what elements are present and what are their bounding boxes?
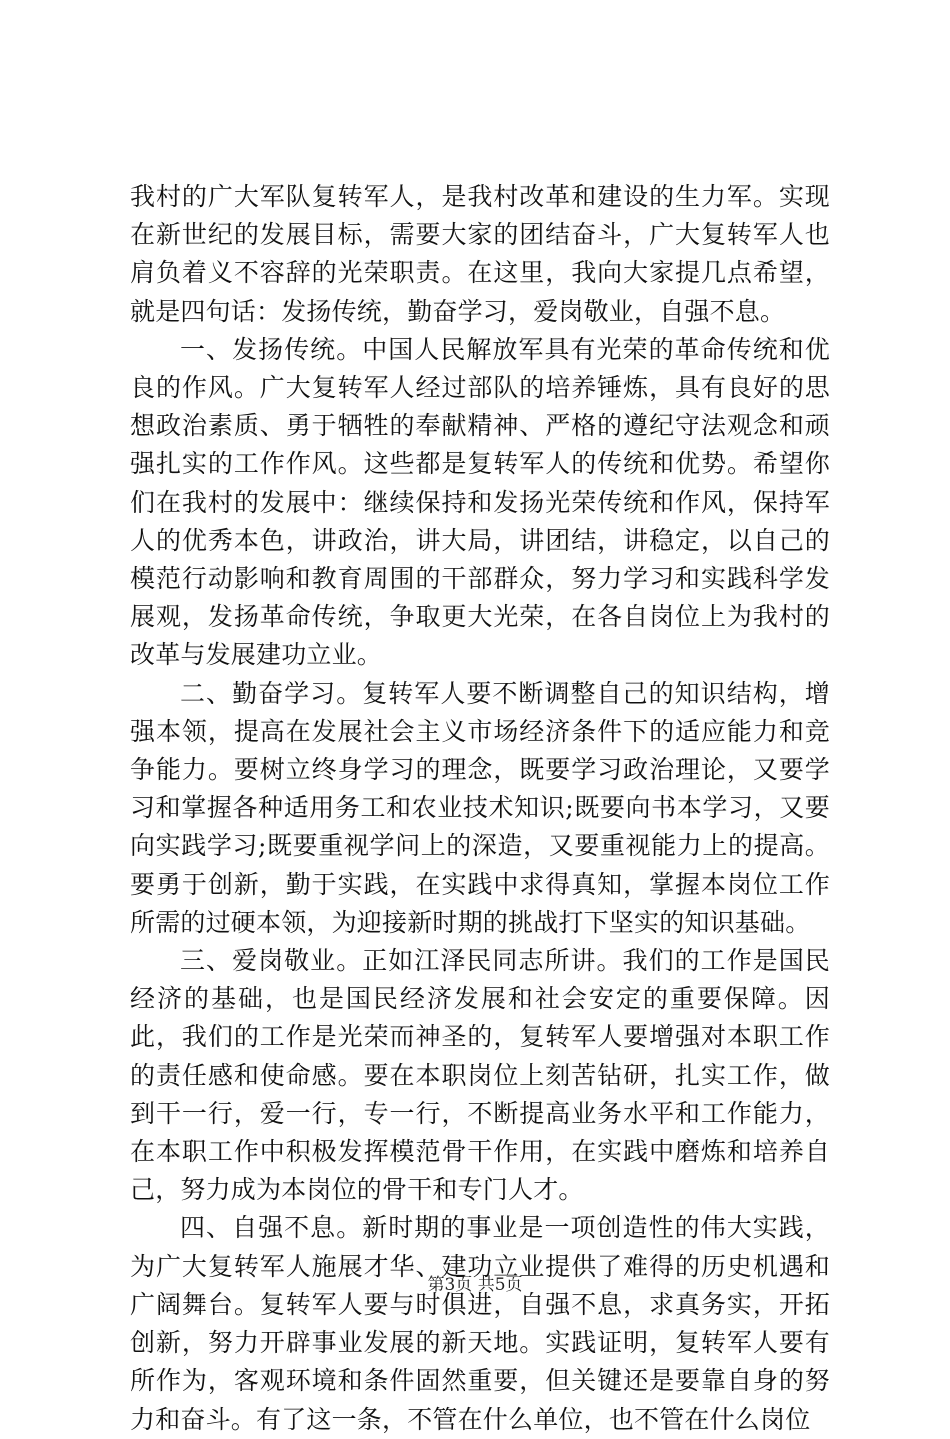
paragraph-dedication: 三、爱岗敬业。正如江泽民同志所讲。我们的工作是国民经济的基础，也是国民经济发展和社会安定的重要保障。因此，我们的工作是光荣而神圣的，复转军人要增强对本职工作的责任感和使命感。要在本职岗位上刻苦钻研，扎实工作，做到干一行，爱一行，专一行，不断提高业务水平和工作能力，在本职工作中积极发挥模范骨干作用，在实践中磨炼和培养自己，努力成为本岗位的骨干和专门人才。 [130, 946, 830, 1205]
paragraph-intro: 我村的广大军队复转军人，是我村改革和建设的生力军。实现在新世纪的发展目标，需要大家的团结奋斗，广大复转军人也肩负着义不容辞的光荣职责。在这里，我向大家提几点希望，就是四句话：发扬传统，勤奋学习，爱岗敬业，自强不息。 [130, 182, 830, 326]
document-body [130, 178, 830, 1439]
paragraph-study: 二、勤奋学习。复转军人要不断调整自己的知识结构，增强本领，提高在发展社会主义市场经济条件下的适应能力和竞争能力。要树立终身学习的理念，既要学习政治理论，又要学习和掌握各种适用务工和农业技术知识;既要向书本学习，又要向实践学习;既要重视学问上的深造，又要重视能力上的提高。要勇于创新，勤于实践，在实践中求得真知，掌握本岗位工作所需的过硬本领，为迎接新时期的挑战打下坚实的知识基础。 [130, 678, 830, 937]
page-number-footer: 第3页 共5页 [427, 1275, 523, 1295]
paragraph-tradition: 一、发扬传统。中国人民解放军具有光荣的革命传统和优良的作风。广大复转军人经过部队的培养锤炼，具有良好的思想政治素质、勇于牺牲的奉献精神、严格的遵纪守法观念和顽强扎实的工作作风。这些都是复转军人的传统和优势。希望你们在我村的发展中：继续保持和发扬光荣传统和作风，保持军人的优秀本色，讲政治，讲大局，讲团结，讲稳定，以自己的模范行动影响和教育周围的干部群众，努力学习和实践科学发展观，发扬革命传统，争取更大光荣，在各自岗位上为我村的改革与发展建功立业。 [130, 334, 830, 670]
paragraph-self-improvement: 四、自强不息。新时期的事业是一项创造性的伟大实践，为广大复转军人施展才华、建功立业提供了难得的历史机遇和广阔舞台。复转军人要与时俱进，自强不息，求真务实，开拓创新，努力开辟事业发展的新天地。实践证明，复转军人要有所作为，客观环境和条件固然重要，但关键还是要靠自身的努力和奋斗。有了这一条，不管在什么单位，也不管在什么岗位 [130, 1213, 830, 1434]
